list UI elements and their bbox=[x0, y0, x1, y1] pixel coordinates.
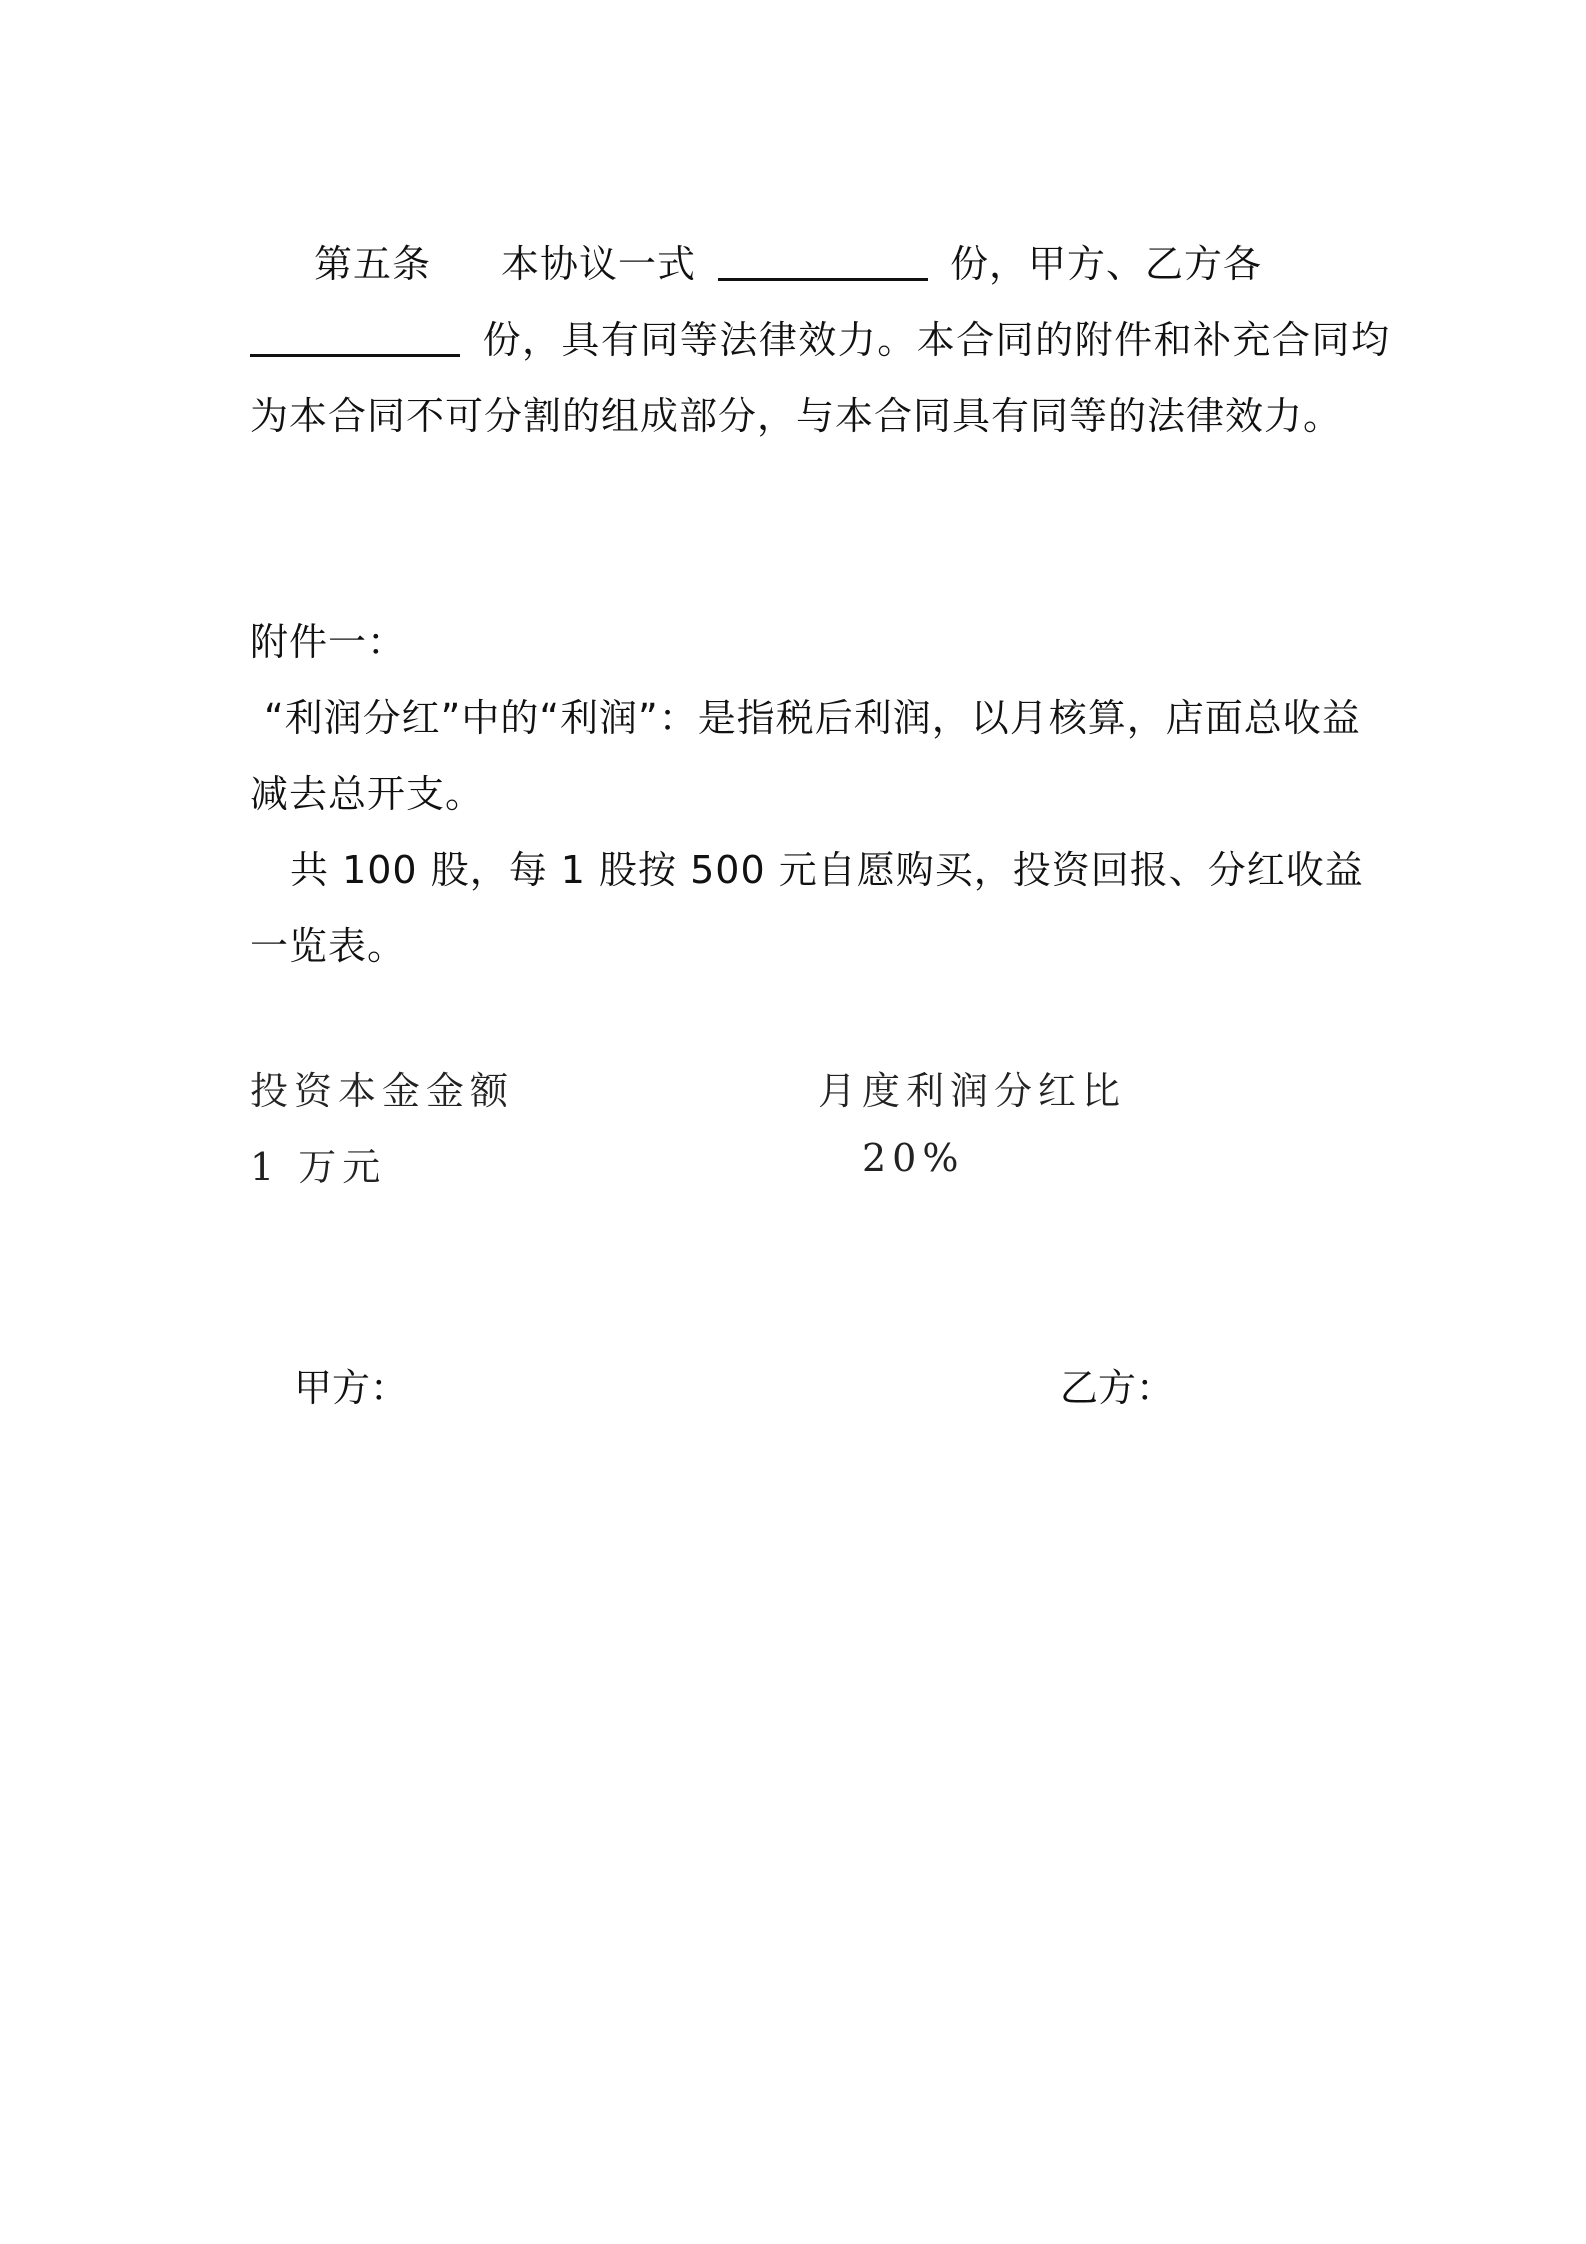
annex-paragraph-shares: 共 100 股，每 1 股按 500 元自愿购买，投资回报、分红收益一览表。 bbox=[250, 848, 1364, 968]
party-a-signature: 甲方： bbox=[294, 1366, 409, 1410]
header-principal: 投资本金金额 bbox=[250, 1069, 515, 1113]
copies-total-blank bbox=[718, 238, 928, 281]
party-b-signature: 乙方： bbox=[1060, 1366, 1175, 1410]
table-header-row bbox=[250, 1060, 1250, 1136]
cell-principal: 1 万元 bbox=[250, 1145, 387, 1189]
header-dividend-ratio: 月度利润分红比 bbox=[818, 1069, 1127, 1113]
table-row bbox=[250, 1136, 1250, 1212]
article-5-text-1: 本协议一式 bbox=[501, 242, 697, 286]
article-5-paragraph bbox=[250, 226, 1390, 454]
annex-paragraph-profit-definition: “利润分红”中的“利润”：是指税后利润，以月核算，店面总收益减去总开支。 bbox=[250, 696, 1361, 816]
article-5-label: 第五条 bbox=[314, 242, 432, 286]
cell-dividend-ratio: 20% bbox=[862, 1136, 965, 1180]
dividend-table bbox=[250, 1060, 1250, 1212]
article-5-text-2: 份，甲方、乙方各 bbox=[950, 242, 1263, 286]
annex-title: 附件一： bbox=[250, 620, 407, 664]
article-5-text-3: 份，具有同等法律效力。本合同的附件和补充合同均为本合同不可分割的组成部分，与本合同具有同等的法律效力。 bbox=[250, 318, 1390, 438]
copies-each-blank bbox=[250, 314, 460, 357]
